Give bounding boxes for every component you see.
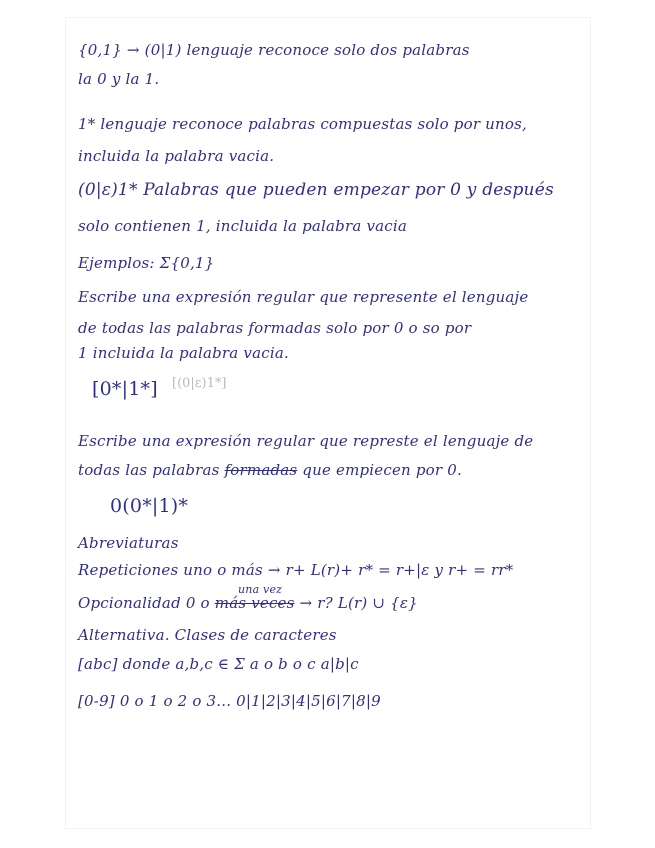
line-9: de todas las palabras formadas solo por 0 o so por (78, 319, 472, 337)
line-14-answer: 0(0*|1)* (110, 495, 189, 517)
line-13-strike: formadas (224, 461, 298, 479)
line-17-a: Opcionalidad 0 o (78, 594, 210, 612)
line-4: incluida la palabra vacia. (78, 147, 275, 165)
line-17 (78, 596, 418, 611)
line-10: 1 incluida la palabra vacia. (78, 344, 289, 362)
line-16: Repeticiones uno o más → r+ L(r)+ r* = r+|ε y r+ = rr* (78, 561, 514, 579)
line-13-b: que empiecen por 0. (302, 461, 462, 479)
line-13 (78, 463, 462, 478)
line-17-strike: más veces (214, 594, 295, 612)
line-11-answer: [0*|1*] (92, 378, 158, 400)
line-7-examples: Ejemplos: Σ{0,1} (78, 254, 215, 272)
line-12: Escribe una expresión regular que represte el lenguaje de (78, 432, 534, 450)
line-5: (0|ε)1* Palabras que pueden empezar por 0 y después (78, 180, 554, 200)
line-2: la 0 y la 1. (78, 70, 160, 88)
line-20: [0-9] 0 o 1 o 2 o 3... 0|1|2|3|4|5|6|7|8|9 (78, 692, 381, 710)
line-1: {0,1} → (0|1) lenguaje reconoce solo dos palabras (78, 41, 470, 59)
line-17-b: → r? L(r) ∪ {ε} (299, 594, 418, 612)
line-8: Escribe una expresión regular que represente el lenguaje (78, 288, 529, 306)
line-17-note: una vez (238, 583, 283, 596)
line-15-heading: Abreviaturas (78, 534, 179, 552)
line-13-a: todas las palabras (78, 461, 220, 479)
line-18: Alternativa. Clases de caracteres (78, 626, 337, 644)
ghost-text: [(0|ε)1*] (172, 376, 227, 391)
line-19: [abc] donde a,b,c ∈ Σ a o b o c a|b|c (78, 655, 359, 673)
line-6: solo contienen 1, incluida la palabra vacia (78, 217, 408, 235)
line-3: 1* lenguaje reconoce palabras compuestas solo por unos, (78, 115, 527, 133)
